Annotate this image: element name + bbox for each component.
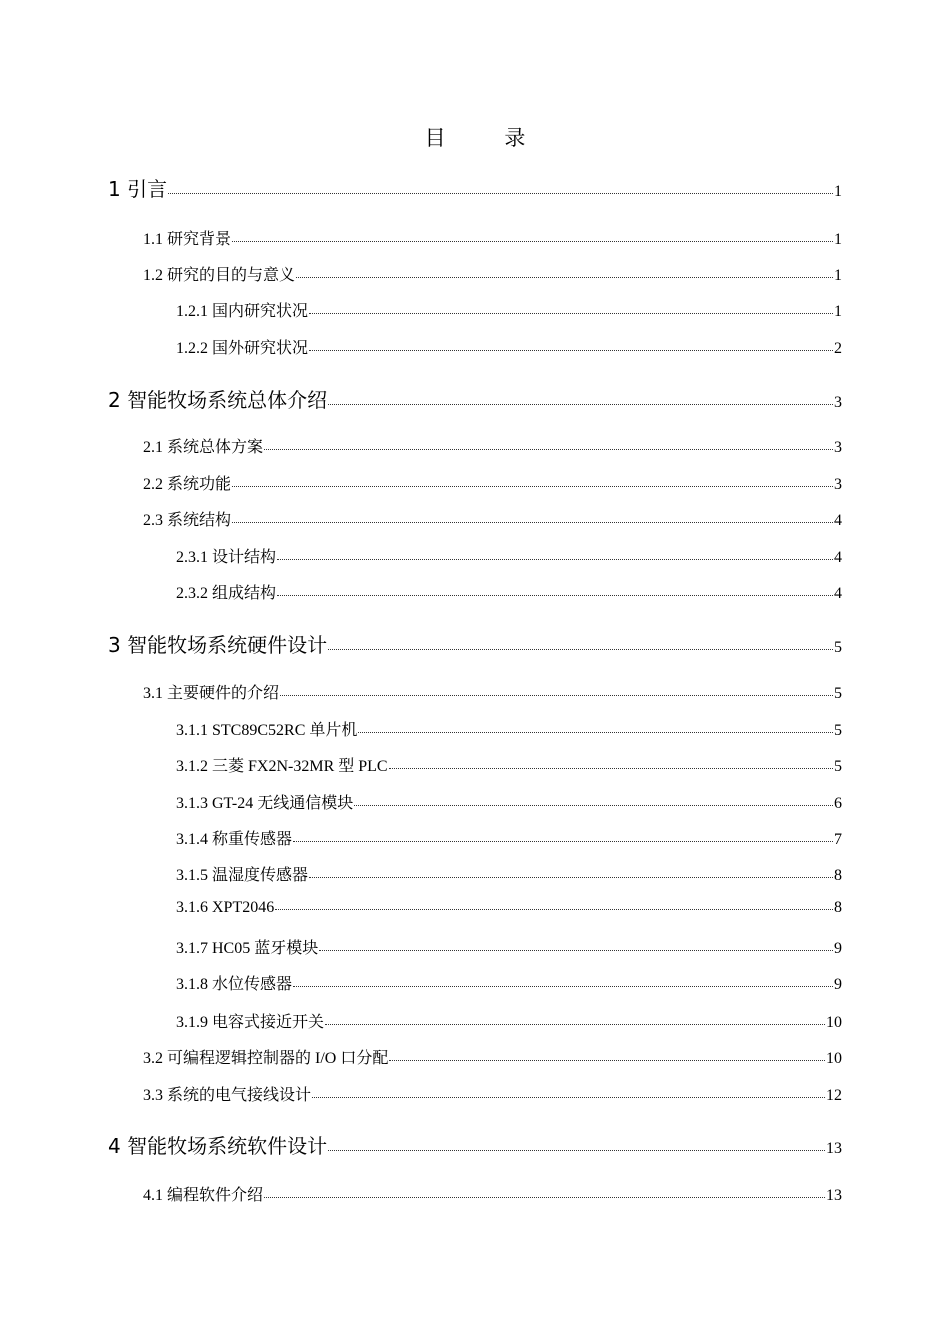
- toc-entry[interactable]: [108, 173, 842, 202]
- toc-entry[interactable]: [176, 580, 842, 603]
- toc-entry-page-number: 5: [834, 722, 842, 739]
- toc-entry-page-number: 4: [834, 512, 842, 529]
- toc-entry-title: 2.3.1 设计结构: [176, 549, 277, 566]
- toc-entry-page-number: 5: [834, 758, 842, 775]
- dot-leader: [328, 649, 833, 650]
- toc-entry-title: 3.3 系统的电气接线设计: [143, 1087, 312, 1104]
- toc-entry[interactable]: [143, 507, 842, 530]
- toc-entry[interactable]: [143, 434, 842, 457]
- dot-leader: [309, 313, 833, 314]
- toc-entry-page-number: 6: [834, 795, 842, 812]
- toc-entry-page-number: 8: [834, 867, 842, 884]
- toc-entry[interactable]: [143, 262, 842, 285]
- toc-entry[interactable]: [176, 1009, 842, 1032]
- toc-entry-page-number: 4: [834, 585, 842, 602]
- toc-entry[interactable]: [176, 335, 842, 358]
- toc-entry[interactable]: [108, 384, 842, 413]
- toc-entry[interactable]: [176, 862, 842, 885]
- toc-entry[interactable]: [143, 1082, 842, 1105]
- toc-entry[interactable]: [108, 629, 842, 658]
- dot-leader: [319, 950, 833, 951]
- dot-leader: [389, 1060, 825, 1061]
- dot-leader: [277, 595, 833, 596]
- toc-entry[interactable]: [108, 1130, 842, 1159]
- dot-leader: [309, 877, 833, 878]
- dot-leader: [293, 841, 833, 842]
- toc-entry-page-number: 1: [834, 303, 842, 320]
- toc-entry[interactable]: [176, 298, 842, 321]
- toc-entry-title: 1.1 研究背景: [143, 231, 232, 248]
- toc-entry[interactable]: [176, 899, 842, 917]
- toc-entry-title: 2.3.2 组成结构: [176, 585, 277, 602]
- toc-entry[interactable]: [176, 717, 842, 740]
- dot-leader: [312, 1097, 825, 1098]
- toc-entry-title: 2.2 系统功能: [143, 476, 232, 493]
- toc-entry-title: 3.1.2 三菱 FX2N-32MR 型 PLC: [176, 758, 388, 775]
- dot-leader: [309, 350, 833, 351]
- dot-leader: [277, 559, 833, 560]
- toc-entry-title: 3.1 主要硬件的介绍: [143, 685, 280, 702]
- dot-leader: [389, 768, 833, 769]
- toc-entry-page-number: 9: [834, 976, 842, 993]
- toc-entry[interactable]: [176, 935, 842, 958]
- toc-entry[interactable]: [143, 1045, 842, 1068]
- dot-leader: [296, 277, 833, 278]
- toc-entry[interactable]: [176, 544, 842, 567]
- toc-entry-page-number: 13: [826, 1140, 842, 1157]
- toc-entry-page-number: 12: [826, 1087, 842, 1104]
- toc-entry-title: 3.1.1 STC89C52RC 单片机: [176, 722, 358, 739]
- toc-entry-title: 3.1.3 GT-24 无线通信模块: [176, 795, 354, 812]
- dot-leader: [264, 1197, 825, 1198]
- toc-entry-title: 3 智能牧场系统硬件设计: [108, 633, 328, 657]
- toc-entry-page-number: 1: [834, 183, 842, 200]
- toc-entry[interactable]: [176, 790, 842, 813]
- toc-entry-title: 3.1.9 电容式接近开关: [176, 1014, 325, 1031]
- toc-entry-title: 1 引言: [108, 177, 168, 201]
- toc-entry-title: 2.1 系统总体方案: [143, 439, 264, 456]
- dot-leader: [293, 986, 833, 987]
- dot-leader: [232, 241, 833, 242]
- toc-entry-page-number: 1: [834, 267, 842, 284]
- toc-entry-title: 3.1.4 称重传感器: [176, 831, 293, 848]
- toc-entry-title: 2.3 系统结构: [143, 512, 232, 529]
- toc-entry-page-number: 2: [834, 340, 842, 357]
- toc-entry-page-number: 8: [834, 899, 842, 916]
- toc-entry-page-number: 5: [834, 639, 842, 656]
- toc-entry[interactable]: [176, 971, 842, 994]
- toc-entry[interactable]: [143, 226, 842, 249]
- toc-entry[interactable]: [143, 471, 842, 494]
- toc-entry-page-number: 3: [834, 439, 842, 456]
- dot-leader: [325, 1024, 825, 1025]
- toc-entry-title: 1.2.1 国内研究状况: [176, 303, 309, 320]
- toc-entry-page-number: 5: [834, 685, 842, 702]
- dot-leader: [264, 449, 833, 450]
- toc-entry-title: 2 智能牧场系统总体介绍: [108, 388, 328, 412]
- dot-leader: [232, 522, 833, 523]
- toc-entry-title: 3.1.7 HC05 蓝牙模块: [176, 940, 319, 957]
- dot-leader: [328, 404, 833, 405]
- toc-entry-page-number: 7: [834, 831, 842, 848]
- toc-entry-page-number: 9: [834, 940, 842, 957]
- toc-entry-title: 3.1.5 温湿度传感器: [176, 867, 309, 884]
- toc-entry[interactable]: [143, 1182, 842, 1205]
- toc-entry[interactable]: [143, 680, 842, 703]
- toc-entry-page-number: 4: [834, 549, 842, 566]
- toc-entry-page-number: 3: [834, 476, 842, 493]
- toc-entry-page-number: 10: [826, 1014, 842, 1031]
- toc-entry-page-number: 1: [834, 231, 842, 248]
- toc-entry-title: 3.1.8 水位传感器: [176, 976, 293, 993]
- toc-entry-page-number: 10: [826, 1050, 842, 1067]
- toc-entry-title: 4 智能牧场系统软件设计: [108, 1134, 328, 1158]
- dot-leader: [275, 909, 833, 910]
- toc-entry[interactable]: [176, 826, 842, 849]
- dot-leader: [354, 805, 833, 806]
- dot-leader: [358, 732, 833, 733]
- dot-leader: [232, 486, 833, 487]
- toc-entry-title: 3.2 可编程逻辑控制器的 I/O 口分配: [143, 1050, 389, 1067]
- dot-leader: [328, 1150, 825, 1151]
- toc-entry-page-number: 13: [826, 1187, 842, 1204]
- toc-title: 目 录: [424, 126, 552, 150]
- toc-entry-title: 4.1 编程软件介绍: [143, 1187, 264, 1204]
- toc-entry[interactable]: [176, 753, 842, 776]
- toc-entry-page-number: 3: [834, 394, 842, 411]
- dot-leader: [168, 193, 833, 194]
- dot-leader: [280, 695, 833, 696]
- toc-entry-title: 1.2 研究的目的与意义: [143, 267, 296, 284]
- toc-entry-title: 1.2.2 国外研究状况: [176, 340, 309, 357]
- toc-entry-title: 3.1.6 XPT2046: [176, 899, 275, 916]
